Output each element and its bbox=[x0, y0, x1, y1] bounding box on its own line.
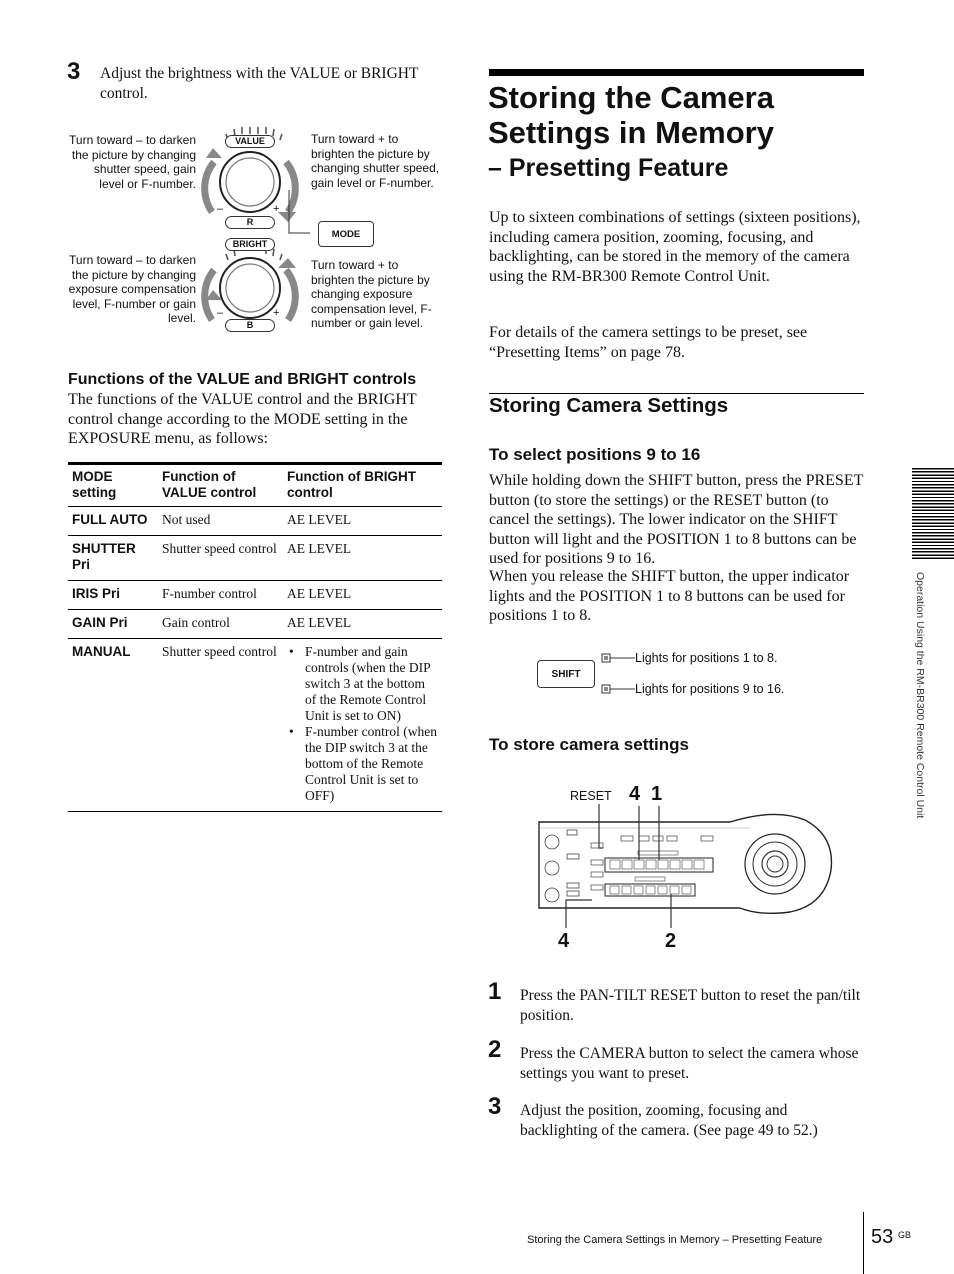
callout-step-4: 4 bbox=[629, 783, 641, 805]
table-row bbox=[68, 639, 442, 812]
step-text: Press the PAN-TILT RESET button to reset the pan/tilt position. bbox=[520, 987, 861, 1024]
step-number: 3 bbox=[67, 58, 81, 85]
page-title-line2: Settings in Memory bbox=[488, 115, 774, 150]
step-text: Press the CAMERA button to select the camera whose settings you want to preset. bbox=[520, 1045, 859, 1082]
control-panel-figure bbox=[535, 780, 865, 960]
footer-rule bbox=[863, 1212, 864, 1274]
table-header: Function of BRIGHT control bbox=[287, 469, 416, 500]
bright-cell: AE LEVEL bbox=[287, 586, 352, 601]
intro-paragraph: Up to sixteen combinations of settings (sixteen positions), including camera position, zooming, focusing, and backlighting, can be stored in the memory of the camera using the RM-BR300 Remote Control Unit. bbox=[489, 209, 861, 285]
value-cell: F-number control bbox=[162, 586, 257, 601]
list-item: • F-number and gain controls (when the DIP switch 3 at the bottom of the Remote Control Unit is set to ON) bbox=[287, 644, 438, 724]
page-subtitle: – Presetting Feature bbox=[488, 154, 729, 182]
subheading-select-positions: To select positions 9 to 16 bbox=[489, 445, 701, 464]
side-tab-label: Operation Using the RM-BR300 Remote Control Unit bbox=[914, 572, 926, 819]
brightness-figure bbox=[60, 120, 450, 350]
select-positions-text: While holding down the SHIFT button, press the PRESET button (to store the settings) or the RESET button (to cancel the settings). The lower indicator on the SHIFT button will light and the POSITION 1 to 8 buttons can be used for positions 9 to 16. bbox=[489, 472, 864, 567]
functions-heading: Functions of the VALUE and BRIGHT controls bbox=[68, 371, 417, 388]
bright-cell: AE LEVEL bbox=[287, 615, 352, 630]
b-label: B bbox=[225, 319, 275, 332]
bright-minus-caption: Turn toward – to darken the picture by changing exposure compensation level, F-number or gain level. bbox=[68, 253, 196, 325]
value-minus-caption: Turn toward – to darken the picture by changing shutter speed, gain level or F-number. bbox=[69, 133, 196, 191]
page-number: 53 bbox=[871, 1226, 894, 1248]
table-header: MODE setting bbox=[72, 469, 117, 500]
value-plus-mark: + bbox=[273, 203, 280, 215]
mode-cell: FULL AUTO bbox=[72, 512, 148, 527]
lower-indicator-caption: Lights for positions 9 to 16. bbox=[635, 682, 785, 696]
value-plus-caption: Turn toward + to brighten the picture by changing shutter speed, gain level or F-number. bbox=[311, 132, 440, 190]
bright-function-list bbox=[287, 644, 438, 804]
value-cell: Shutter speed control bbox=[162, 644, 277, 659]
side-tab bbox=[912, 572, 932, 862]
shift-button: SHIFT bbox=[537, 660, 595, 688]
value-cell: Not used bbox=[162, 512, 211, 527]
value-cell: Gain control bbox=[162, 615, 230, 630]
reset-callout: RESET bbox=[570, 789, 612, 803]
value-label: VALUE bbox=[225, 135, 275, 148]
step-number: 2 bbox=[488, 1036, 502, 1063]
remote-control-panel bbox=[535, 780, 865, 960]
step-text: Adjust the brightness with the VALUE or BRIGHT control. bbox=[100, 65, 419, 102]
knobs-illustration bbox=[198, 120, 310, 345]
step-number: 1 bbox=[488, 978, 502, 1005]
mode-cell: SHUTTER Pri bbox=[72, 541, 136, 572]
mode-cell: MANUAL bbox=[72, 644, 131, 659]
functions-table bbox=[68, 462, 442, 812]
table-header: Function of VALUE control bbox=[162, 469, 257, 500]
functions-text: The functions of the VALUE control and the BRIGHT control change according to the MODE setting in the EXPOSURE menu, as follows: bbox=[68, 391, 417, 447]
side-tab-marker bbox=[912, 468, 954, 560]
table-header-row bbox=[68, 464, 442, 507]
page-title-line1: Storing the Camera bbox=[488, 80, 774, 115]
bright-plus-caption: Turn toward + to brighten the picture by changing exposure compensation level, F-number or gain level. bbox=[311, 258, 432, 330]
title-rule bbox=[489, 69, 864, 76]
upper-indicator-caption: Lights for positions 1 to 8. bbox=[635, 651, 778, 665]
bright-cell: AE LEVEL bbox=[287, 512, 352, 527]
callout-step-2: 2 bbox=[665, 930, 677, 952]
bright-plus-mark: + bbox=[273, 307, 280, 319]
running-footer: Storing the Camera Settings in Memory – Presetting Feature bbox=[527, 1234, 823, 1246]
bright-cell: AE LEVEL bbox=[287, 541, 352, 556]
table-row bbox=[68, 536, 442, 581]
section-heading: Storing Camera Settings bbox=[489, 394, 729, 417]
intro-reference: For details of the camera settings to be preset, see “Presetting Items” on page 78. bbox=[489, 324, 808, 361]
mode-cell: GAIN Pri bbox=[72, 615, 128, 630]
table-row bbox=[68, 610, 442, 639]
step-number: 3 bbox=[488, 1093, 502, 1120]
r-label: R bbox=[225, 216, 275, 229]
mode-button: MODE bbox=[318, 221, 374, 247]
table-row bbox=[68, 507, 442, 536]
table-row bbox=[68, 581, 442, 610]
bright-minus-mark: – bbox=[217, 307, 224, 319]
mode-cell: IRIS Pri bbox=[72, 586, 121, 601]
page-suffix: GB bbox=[898, 1230, 912, 1240]
shift-figure bbox=[535, 645, 835, 700]
value-cell: Shutter speed control bbox=[162, 541, 277, 556]
subheading-store-settings: To store camera settings bbox=[489, 735, 689, 754]
list-item: • F-number control (when the DIP switch 3 at the bottom of the Remote Control Unit is set to OFF) bbox=[287, 724, 438, 804]
bright-cell bbox=[283, 639, 442, 812]
bright-label: BRIGHT bbox=[225, 238, 275, 251]
release-shift-text: When you release the SHIFT button, the upper indicator lights and the POSITION 1 to 8 buttons can be used for positions 1 to 8. bbox=[489, 568, 850, 624]
callout-step-1: 1 bbox=[651, 783, 663, 805]
step-text: Adjust the position, zooming, focusing and backlighting of the camera. (See page 49 to 52.) bbox=[520, 1102, 818, 1139]
callout-step-4-bottom: 4 bbox=[558, 930, 570, 952]
value-minus-mark: – bbox=[217, 203, 224, 215]
